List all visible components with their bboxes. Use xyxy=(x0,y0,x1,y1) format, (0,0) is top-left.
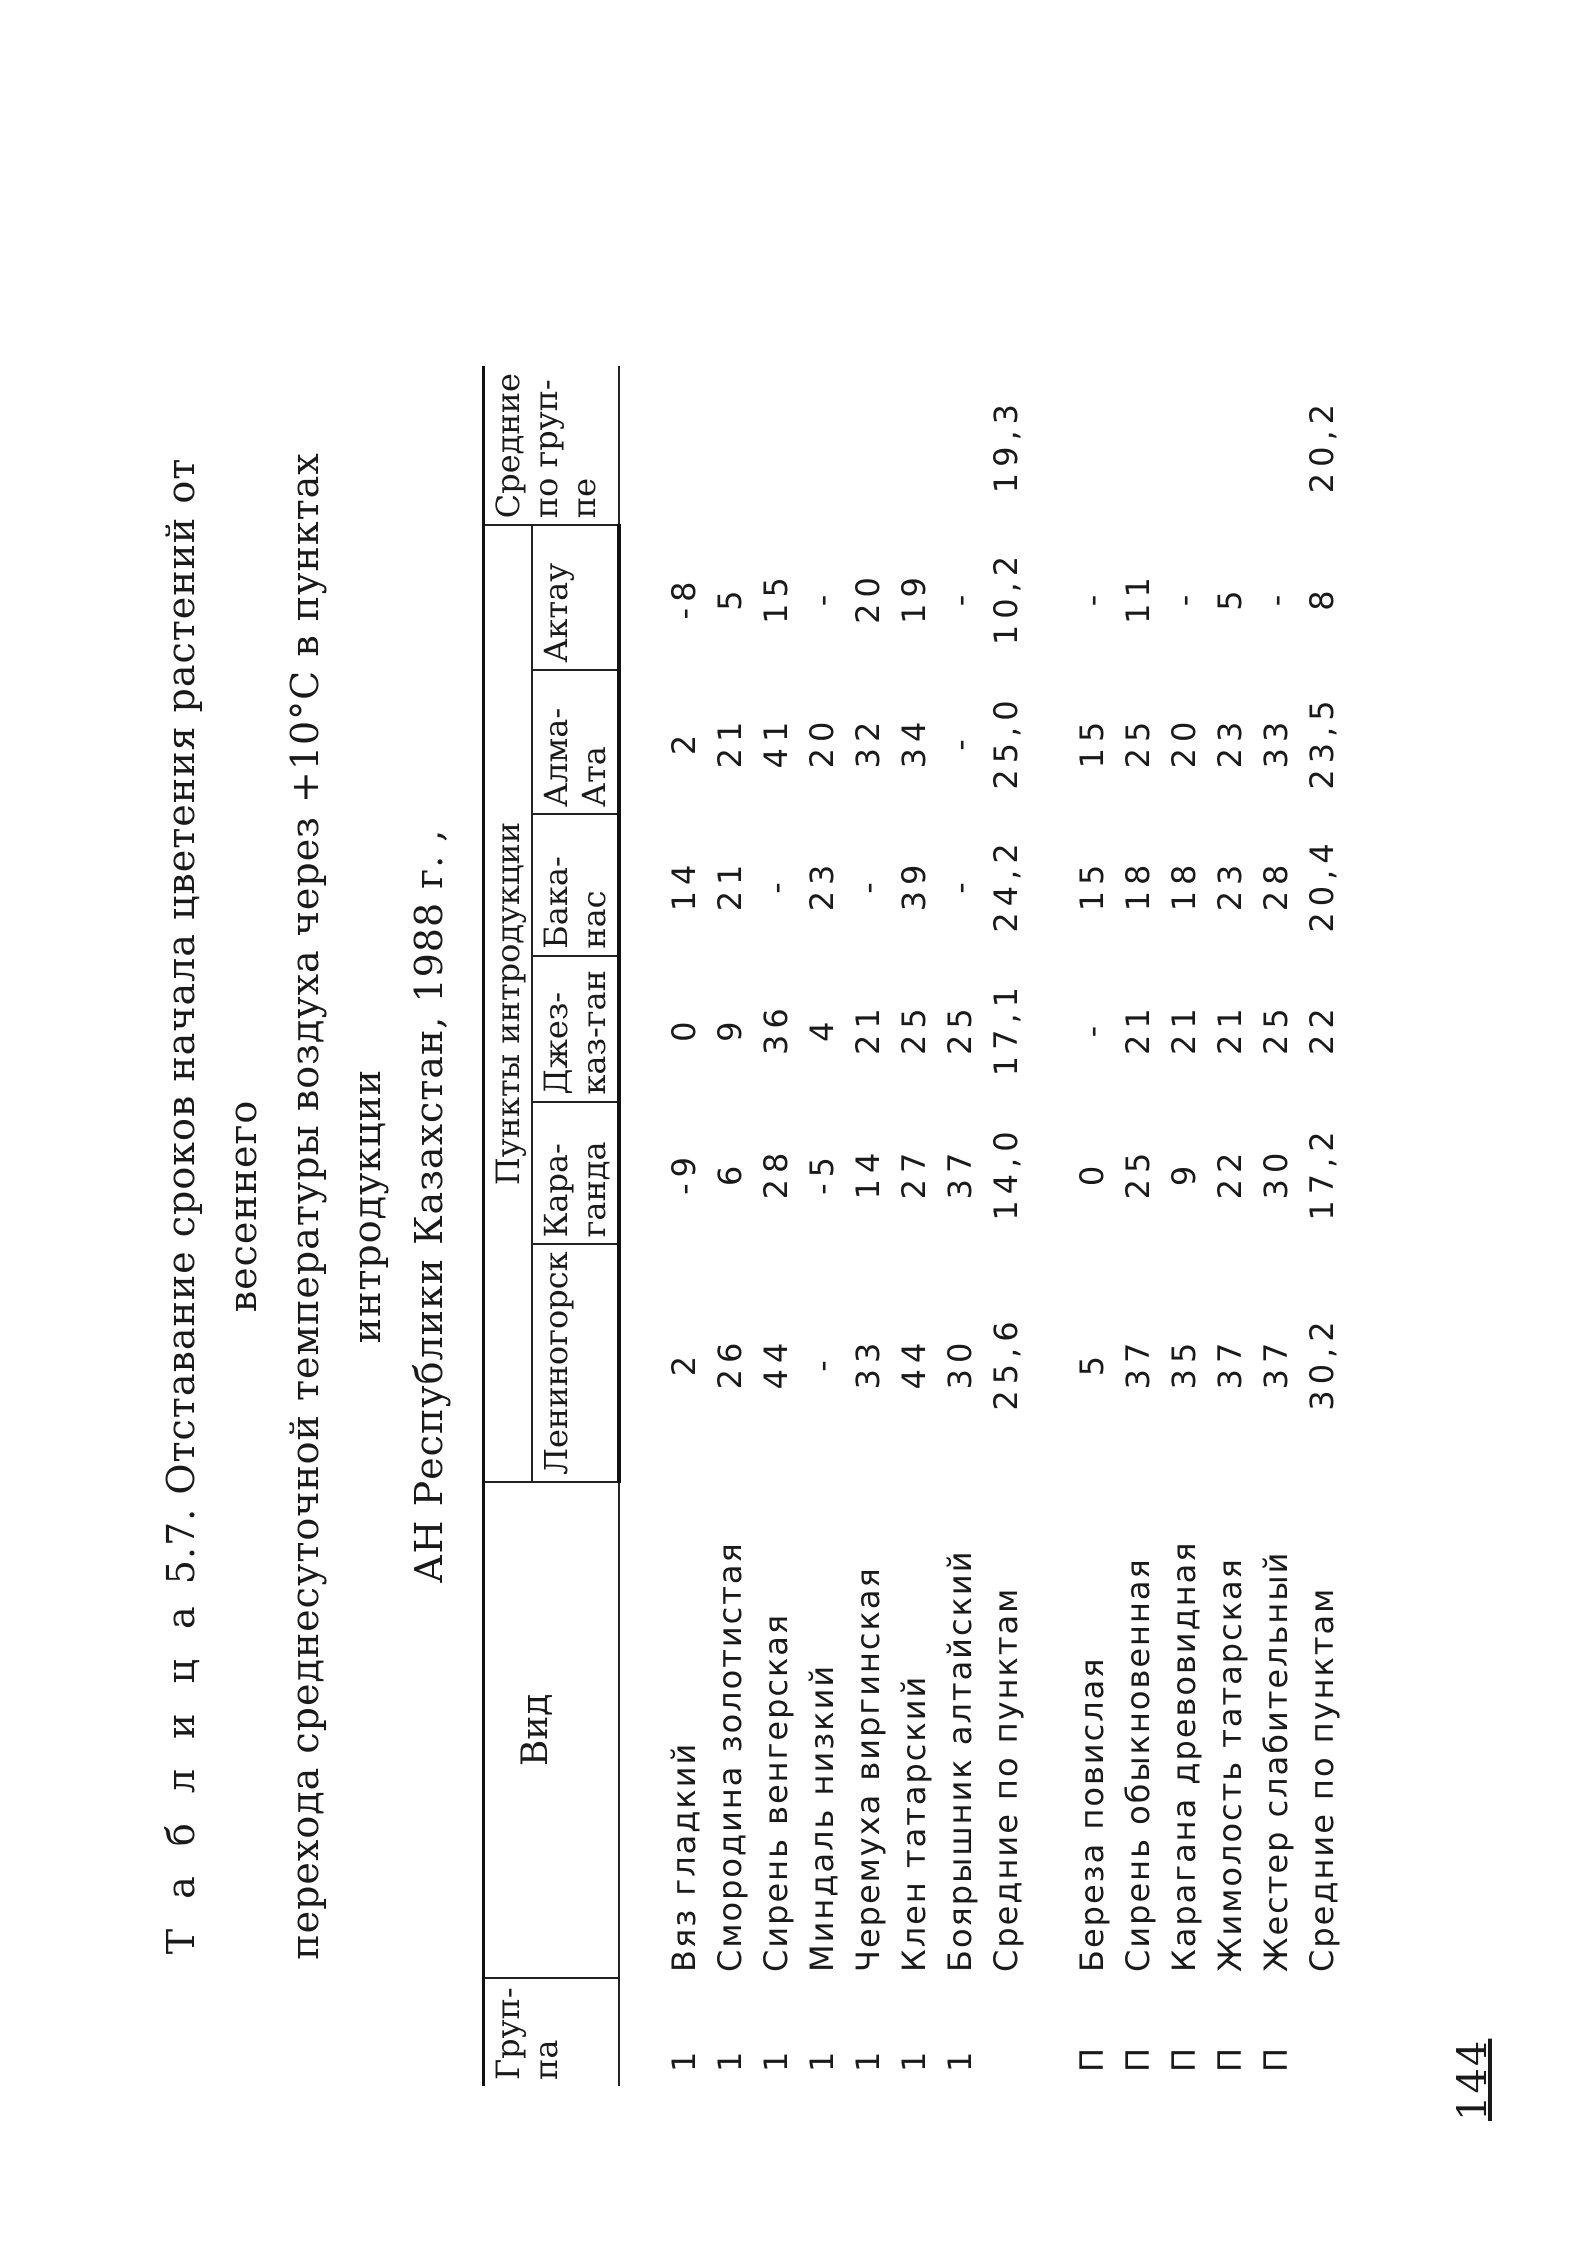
header-point: Джез-каз-ган xyxy=(532,956,619,1102)
value-cell: 14,0 xyxy=(987,1125,1025,1221)
value-cell: 25,0 xyxy=(987,694,1025,790)
table-row xyxy=(845,366,891,2086)
table-body xyxy=(619,366,1345,2086)
species-cell: Сирень венгерская xyxy=(757,1612,795,1972)
table-row xyxy=(619,366,707,2086)
value-cell: 2 xyxy=(665,728,703,756)
average-cell xyxy=(937,366,983,525)
value-cell: 25 xyxy=(1119,1146,1157,1200)
table-row xyxy=(1207,366,1253,2086)
average-cell: 20,2 xyxy=(1303,398,1341,494)
table-row xyxy=(1115,366,1161,2086)
average-cell xyxy=(1253,366,1299,525)
header-points-group: Пункты интродукции xyxy=(484,525,533,1481)
species-cell: Миндаль низкий xyxy=(803,1663,841,1972)
value-cell: - xyxy=(1165,588,1203,607)
value-cell: 19 xyxy=(895,571,933,624)
group-cell: П xyxy=(1257,2045,1295,2072)
value-cell: 21 xyxy=(849,1002,887,1055)
header-point: Лениногорск xyxy=(532,1244,619,1481)
value-cell: -9 xyxy=(665,1151,703,1195)
value-cell: 33 xyxy=(1257,715,1295,769)
table-row xyxy=(1069,366,1115,2086)
value-cell: 30 xyxy=(1257,1146,1295,1200)
value-cell: 41 xyxy=(757,715,795,769)
species-cell: Вяз гладкий xyxy=(664,1741,703,1972)
average-cell xyxy=(845,366,891,525)
value-cell: 28 xyxy=(1257,858,1295,912)
table-row xyxy=(983,366,1029,2086)
group-cell xyxy=(983,1978,1029,2086)
value-cell: 20 xyxy=(849,571,887,624)
value-cell: 21 xyxy=(1119,1002,1157,1055)
value-cell: 9 xyxy=(711,1015,749,1042)
header-group: Груп-па xyxy=(484,1978,620,2086)
value-cell: - xyxy=(1257,588,1295,607)
value-cell: 23 xyxy=(803,858,841,912)
value-cell: 37 xyxy=(1119,1336,1157,1390)
value-cell: -8 xyxy=(665,575,703,620)
average-cell xyxy=(1115,366,1161,525)
value-cell: 30 xyxy=(941,1336,979,1390)
caption-text-1: 5.7. Отставание сроков начала цветения растений от весеннего xyxy=(159,457,265,1598)
value-cell: - xyxy=(941,733,979,751)
value-cell: 17,1 xyxy=(987,981,1025,1077)
value-cell: 14 xyxy=(849,1146,887,1200)
value-cell: 22 xyxy=(1303,1002,1341,1055)
value-cell: 5 xyxy=(711,584,749,611)
value-cell: - xyxy=(849,876,887,894)
value-cell: 23 xyxy=(1211,858,1249,912)
value-cell: 22 xyxy=(1211,1146,1249,1200)
table-row xyxy=(1161,366,1207,2086)
header-species: Вид xyxy=(484,1482,620,1978)
species-cell: Смородина золотистая xyxy=(711,1541,749,1972)
value-cell: 6 xyxy=(711,1159,749,1187)
group-cell: П xyxy=(1211,2045,1249,2072)
group-cell: 1 xyxy=(757,2049,795,2072)
value-cell: - xyxy=(941,876,979,894)
value-cell: 37 xyxy=(1211,1336,1249,1390)
value-cell: 25 xyxy=(1119,715,1157,769)
value-cell: -5 xyxy=(803,1151,841,1195)
species-cell: Средние по пунктам xyxy=(987,1586,1025,1972)
average-cell xyxy=(799,366,845,525)
value-cell: 28 xyxy=(757,1146,795,1200)
value-cell: 8 xyxy=(1303,584,1341,611)
value-cell: 21 xyxy=(711,858,749,912)
value-cell: 33 xyxy=(849,1336,887,1390)
value-cell: 25 xyxy=(1257,1002,1295,1055)
value-cell: 2 xyxy=(665,1349,703,1377)
species-cell: Жимолость татарская xyxy=(1211,1557,1249,1972)
group-gap xyxy=(1029,366,1069,2086)
group-cell: 1 xyxy=(895,2049,933,2072)
value-cell: 15 xyxy=(757,571,795,624)
page-number: 144 xyxy=(1450,2038,1496,2121)
value-cell: 25,6 xyxy=(987,1315,1025,1411)
value-cell: 23 xyxy=(1211,715,1249,769)
value-cell: 20 xyxy=(803,715,841,769)
value-cell: - xyxy=(1073,1019,1111,1038)
value-cell: - xyxy=(941,588,979,607)
species-cell: Сирень обыкновенная xyxy=(1119,1557,1157,1972)
value-cell: 30,2 xyxy=(1303,1315,1341,1411)
value-cell: 23,5 xyxy=(1303,694,1341,790)
value-cell: 26 xyxy=(711,1336,749,1390)
caption-label: Т а б л и ц а xyxy=(159,1597,203,1955)
value-cell: 21 xyxy=(1211,1002,1249,1055)
value-cell: 0 xyxy=(1073,1159,1111,1187)
value-cell: 18 xyxy=(1119,858,1157,912)
caption-line-3: АН Республики Казахстан, 1988 г. , xyxy=(407,828,451,1584)
value-cell: - xyxy=(803,588,841,607)
value-cell: 20 xyxy=(1165,715,1203,769)
header-point: Актау xyxy=(532,525,619,670)
page-content xyxy=(150,366,1345,2086)
value-cell: 18 xyxy=(1165,858,1203,912)
species-cell: Карагана древовидная xyxy=(1165,1540,1203,1972)
value-cell: 10,2 xyxy=(987,549,1025,646)
average-cell xyxy=(1069,366,1115,525)
value-cell: 27 xyxy=(895,1146,933,1200)
species-cell: Береза повислая xyxy=(1073,1656,1111,1972)
value-cell: 39 xyxy=(895,858,933,912)
species-cell: Жестер слабительный xyxy=(1257,1550,1295,1972)
value-cell: 44 xyxy=(895,1336,933,1390)
group-cell xyxy=(1299,1978,1345,2086)
table-row xyxy=(707,366,753,2086)
caption-line-1 xyxy=(150,366,274,2046)
average-cell xyxy=(1207,366,1253,525)
group-cell: П xyxy=(1165,2045,1203,2072)
value-cell: 17,2 xyxy=(1303,1125,1341,1221)
data-table xyxy=(482,366,1345,2086)
group-cell: 1 xyxy=(711,2049,749,2072)
species-cell: Боярышник алтайский xyxy=(941,1549,979,1972)
average-cell xyxy=(619,366,707,525)
header-average: Средние по груп-пе xyxy=(484,366,620,525)
group-cell: П xyxy=(1119,2045,1157,2072)
table-row xyxy=(753,366,799,2086)
value-cell: 44 xyxy=(757,1336,795,1390)
value-cell: 9 xyxy=(1165,1159,1203,1187)
species-cell: Черемуха виргинская xyxy=(849,1566,887,1972)
value-cell: 14 xyxy=(665,858,703,912)
species-cell: Средние по пунктам xyxy=(1303,1586,1341,1972)
average-cell: 19,3 xyxy=(987,398,1025,494)
value-cell: 32 xyxy=(849,715,887,769)
average-cell xyxy=(753,366,799,525)
value-cell: 5 xyxy=(1211,584,1249,611)
value-cell: 25 xyxy=(941,1002,979,1055)
average-cell xyxy=(707,366,753,525)
header-point: Кара-ганда xyxy=(532,1102,619,1245)
table-row xyxy=(1299,366,1345,2086)
value-cell: 5 xyxy=(1073,1349,1111,1377)
header-point: Бака-нас xyxy=(532,814,619,956)
value-cell: - xyxy=(757,876,795,894)
value-cell: 34 xyxy=(895,715,933,769)
group-cell: 1 xyxy=(803,2049,841,2072)
group-cell: П xyxy=(1073,2045,1111,2072)
species-cell: Клен татарский xyxy=(895,1674,933,1972)
table-row xyxy=(937,366,983,2086)
value-cell: - xyxy=(1073,588,1111,607)
group-cell: 1 xyxy=(941,2049,979,2072)
group-cell: 1 xyxy=(849,2049,887,2072)
header-point: Алма-Ата xyxy=(532,670,619,814)
value-cell: 11 xyxy=(1119,571,1157,624)
value-cell: 20,4 xyxy=(1303,837,1341,933)
table-caption xyxy=(150,366,460,2046)
average-cell xyxy=(891,366,937,525)
value-cell: 36 xyxy=(757,1002,795,1055)
value-cell: - xyxy=(803,1354,841,1372)
value-cell: 21 xyxy=(711,715,749,769)
value-cell: 15 xyxy=(1073,858,1111,912)
table-row xyxy=(1253,366,1299,2086)
table-row xyxy=(799,366,845,2086)
value-cell: 4 xyxy=(803,1015,841,1042)
value-cell: 35 xyxy=(1165,1336,1203,1390)
table-row xyxy=(891,366,937,2086)
value-cell: 37 xyxy=(941,1146,979,1200)
value-cell: 15 xyxy=(1073,715,1111,769)
value-cell: 25 xyxy=(895,1002,933,1055)
value-cell: 24,2 xyxy=(987,837,1025,933)
group-cell: 1 xyxy=(664,2049,703,2072)
caption-line-2: перехода среднесуточной температуры воздуха через +10°С в пунктах интродукции xyxy=(283,452,389,1960)
value-cell: 37 xyxy=(1257,1336,1295,1390)
average-cell xyxy=(1161,366,1207,525)
value-cell: 0 xyxy=(665,1015,703,1042)
value-cell: 21 xyxy=(1165,1002,1203,1055)
